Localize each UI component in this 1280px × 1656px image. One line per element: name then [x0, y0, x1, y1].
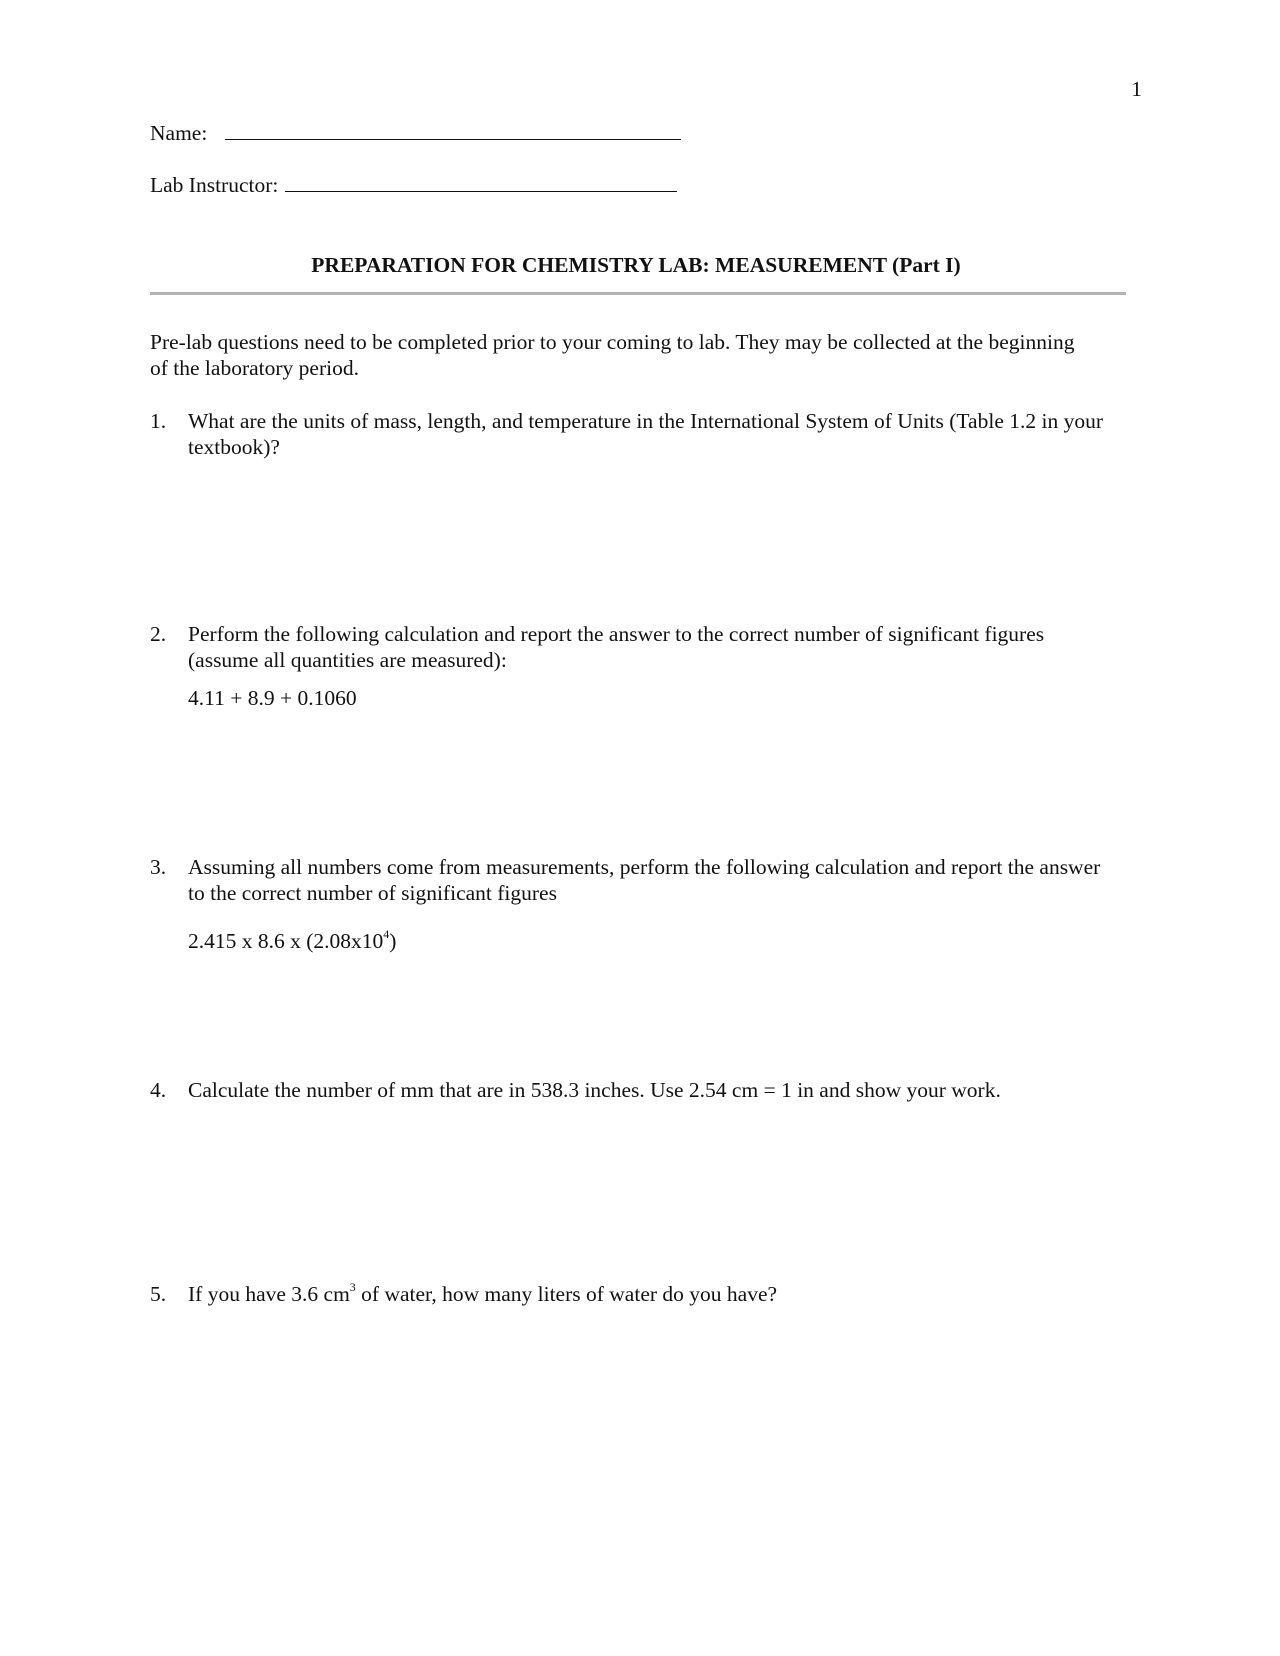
question-text: Perform the following calculation and report the answer to the correct number of significant figures (assume all quantities are measured):	[188, 622, 1045, 672]
page-title: PREPARATION FOR CHEMISTRY LAB: MEASUREMENT (Part I)	[311, 253, 961, 277]
expression-base: 2.415 x 8.6 x (2.08x10	[188, 929, 384, 953]
instructor-blank-line[interactable]	[285, 171, 677, 192]
question-2	[150, 621, 1130, 673]
question-3	[150, 854, 1130, 906]
title-divider	[150, 292, 1126, 295]
question-number: 1.	[150, 409, 167, 433]
question-text	[188, 1281, 1128, 1307]
question-text-end: of water, how many liters of water do you have?	[355, 1282, 778, 1306]
question-number: 2.	[150, 622, 167, 646]
intro-paragraph: Pre-lab questions need to be completed prior to your coming to lab. They may be collected at the beginning of the laboratory period.	[150, 330, 1075, 380]
question-number: 5.	[150, 1282, 167, 1306]
name-label: Name:	[150, 121, 208, 145]
expression-close: )	[389, 929, 397, 953]
question-5	[150, 1281, 1130, 1307]
question-number: 3.	[150, 855, 167, 879]
question-4	[150, 1077, 1130, 1103]
question-number: 4.	[150, 1078, 167, 1102]
question-text-start: If you have 3.6 cm	[188, 1282, 350, 1306]
name-field-row	[150, 119, 681, 146]
exponent: 3	[349, 1279, 356, 1294]
instructor-field-row	[150, 171, 677, 198]
exponent: 4	[383, 926, 390, 941]
page-number: 1	[1131, 77, 1142, 101]
question-text: Calculate the number of mm that are in 538.3 inches. Use 2.54 cm = 1 in and show your work.	[188, 1078, 1001, 1102]
name-blank-line[interactable]	[225, 119, 681, 140]
question-3-expression	[188, 928, 396, 954]
question-1	[150, 408, 1130, 460]
question-2-expression: 4.11 + 8.9 + 0.1060	[188, 686, 357, 710]
question-text: Assuming all numbers come from measurements, perform the following calculation and report the answer to the correct number of significant figures	[188, 855, 1101, 905]
question-text: What are the units of mass, length, and temperature in the International System of Units (Table 1.2 in your textbook)?	[188, 409, 1103, 459]
instructor-label: Lab Instructor:	[150, 173, 279, 197]
